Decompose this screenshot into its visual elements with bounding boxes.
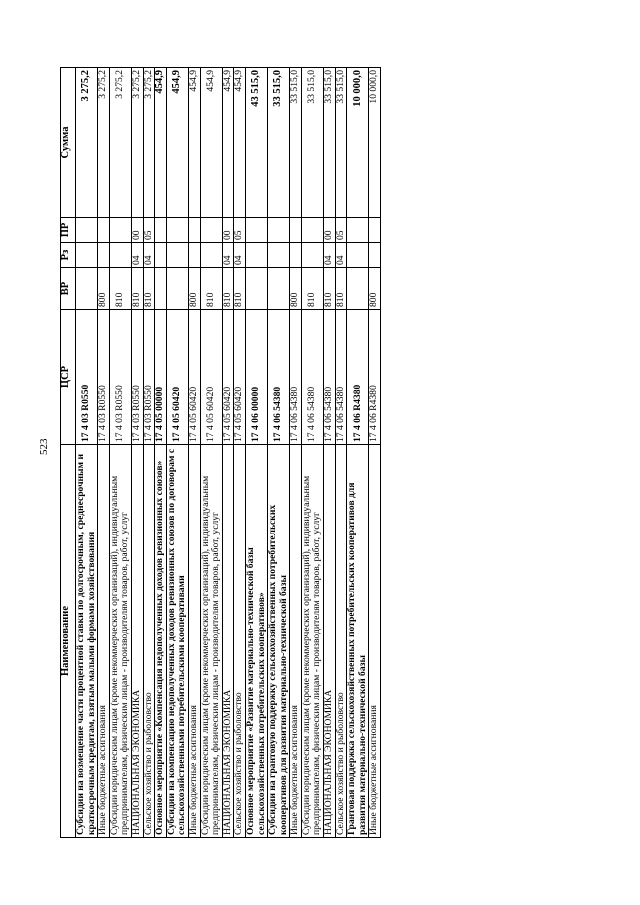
table-row — [335, 68, 347, 838]
cell-rz — [245, 243, 267, 268]
cell-sum: 454,9 — [155, 68, 167, 218]
cell-sum: 33 515,0 — [335, 68, 347, 218]
cell-pr — [200, 218, 222, 243]
cell-rz: 04 — [143, 243, 155, 268]
cell-pr: 05 — [143, 218, 155, 243]
cell-rz — [268, 243, 290, 268]
cell-csr: 17 4 05 60420 — [166, 310, 188, 445]
table-row — [109, 68, 131, 838]
cell-name: НАЦИОНАЛЬНАЯ ЭКОНОМИКА — [222, 445, 234, 838]
cell-name: Основное мероприятие «Компенсация недополученных доходов ревизионных союзов» — [155, 445, 167, 838]
cell-csr: 17 4 05 00000 — [155, 310, 167, 445]
budget-table — [60, 67, 381, 838]
table-row — [324, 68, 336, 838]
cell-name: Субсидии на грантовую поддержку сельскохозяйственных потребительских кооперативов для развития материально-технической базы — [268, 445, 290, 838]
cell-name: Иные бюджетные ассигнования — [369, 445, 381, 838]
cell-name: Иные бюджетные ассигнования — [290, 445, 302, 838]
table-row — [155, 68, 167, 838]
cell-rz: 04 — [324, 243, 336, 268]
table-row — [268, 68, 290, 838]
header-vr: ВР — [61, 268, 76, 310]
cell-pr — [245, 218, 267, 243]
cell-sum: 43 515,0 — [245, 68, 267, 218]
cell-vr — [245, 268, 267, 310]
cell-vr: 810 — [200, 268, 222, 310]
cell-name: НАЦИОНАЛЬНАЯ ЭКОНОМИКА — [131, 445, 143, 838]
cell-rz — [347, 243, 369, 268]
cell-csr: 17 4 05 60420 — [188, 310, 200, 445]
table-row — [76, 68, 98, 838]
cell-sum: 454,9 — [234, 68, 246, 218]
cell-rz — [155, 243, 167, 268]
cell-rz: 04 — [131, 243, 143, 268]
cell-vr — [76, 268, 98, 310]
cell-rz — [301, 243, 323, 268]
cell-name: Субсидии на возмещение части процентной ставки по долгосрочным, среднесрочным и краткосрочным кредитам, взятым малыми формами хозяйствования — [76, 445, 98, 838]
cell-vr: 810 — [324, 268, 336, 310]
cell-pr — [109, 218, 131, 243]
cell-name: Субсидии юридическим лицам (кроме некоммерческих организаций), индивидуальным предпринимателям, физическим лицам - производителям товаров, работ, услуг — [200, 445, 222, 838]
cell-sum: 454,9 — [200, 68, 222, 218]
cell-name: Грантовая поддержка сельскохозяйственных потребительских кооперативов для развития материально-технической базы — [347, 445, 369, 838]
cell-sum: 3 275,2 — [109, 68, 131, 218]
cell-csr: 17 4 06 R4380 — [347, 310, 369, 445]
cell-sum: 3 275,2 — [76, 68, 98, 218]
cell-name: Сельское хозяйство и рыболовство — [335, 445, 347, 838]
cell-pr: 05 — [234, 218, 246, 243]
table-row — [98, 68, 110, 838]
cell-sum: 10 000,0 — [369, 68, 381, 218]
cell-csr: 17 4 03 R0550 — [131, 310, 143, 445]
table-row — [290, 68, 302, 838]
header-sum: Сумма — [61, 68, 76, 218]
cell-name: Субсидии на компенсацию недополученных доходов ревизионных союзов по договорам с сельскохозяйственными потребительскими кооперативами — [166, 445, 188, 838]
cell-csr: 17 4 06 R4380 — [369, 310, 381, 445]
cell-sum: 3 275,2 — [131, 68, 143, 218]
cell-vr: 800 — [290, 268, 302, 310]
table-row — [234, 68, 246, 838]
cell-pr — [188, 218, 200, 243]
cell-pr — [301, 218, 323, 243]
cell-vr: 800 — [369, 268, 381, 310]
table-row — [200, 68, 222, 838]
cell-vr: 810 — [301, 268, 323, 310]
cell-sum: 454,9 — [166, 68, 188, 218]
cell-name: Сельское хозяйство и рыболовство — [234, 445, 246, 838]
table-row — [188, 68, 200, 838]
cell-vr: 810 — [222, 268, 234, 310]
table-header-row — [61, 68, 76, 838]
cell-rz — [76, 243, 98, 268]
cell-csr: 17 4 06 54380 — [301, 310, 323, 445]
cell-csr: 17 4 03 R0550 — [143, 310, 155, 445]
cell-vr — [347, 268, 369, 310]
page-number: 523 — [38, 438, 50, 455]
cell-csr: 17 4 05 60420 — [234, 310, 246, 445]
cell-rz: 04 — [222, 243, 234, 268]
header-pr: ПР — [61, 218, 76, 243]
cell-csr: 17 4 06 54380 — [335, 310, 347, 445]
cell-vr: 800 — [98, 268, 110, 310]
cell-vr: 810 — [335, 268, 347, 310]
cell-vr — [166, 268, 188, 310]
table-row — [347, 68, 369, 838]
table-row — [369, 68, 381, 838]
cell-vr — [155, 268, 167, 310]
budget-table-container — [60, 68, 381, 838]
table-row — [131, 68, 143, 838]
cell-pr — [76, 218, 98, 243]
cell-name: Иные бюджетные ассигнования — [188, 445, 200, 838]
cell-vr: 810 — [109, 268, 131, 310]
cell-pr — [155, 218, 167, 243]
cell-pr: 00 — [324, 218, 336, 243]
cell-sum: 10 000,0 — [347, 68, 369, 218]
cell-vr — [268, 268, 290, 310]
cell-vr: 800 — [188, 268, 200, 310]
cell-pr — [98, 218, 110, 243]
cell-vr: 810 — [143, 268, 155, 310]
cell-sum: 3 275,2 — [143, 68, 155, 218]
table-body — [76, 68, 381, 838]
cell-name: Основное мероприятие «Развитие материально-технической базы сельскохозяйственных потребительских кооперативов» — [245, 445, 267, 838]
table-row — [301, 68, 323, 838]
header-name: Наименование — [61, 445, 76, 838]
cell-csr: 17 4 05 60420 — [222, 310, 234, 445]
header-csr: ЦСР — [61, 310, 76, 445]
cell-sum: 454,9 — [188, 68, 200, 218]
table-row — [166, 68, 188, 838]
cell-name: Иные бюджетные ассигнования — [98, 445, 110, 838]
cell-csr: 17 4 03 R0550 — [76, 310, 98, 445]
cell-pr — [268, 218, 290, 243]
cell-name: Субсидии юридическим лицам (кроме некоммерческих организаций), индивидуальным предпринимателям, физическим лицам - производителям товаров, работ, услуг — [301, 445, 323, 838]
cell-rz — [98, 243, 110, 268]
cell-pr — [347, 218, 369, 243]
cell-rz — [188, 243, 200, 268]
cell-name: Сельское хозяйство и рыболовство — [143, 445, 155, 838]
cell-csr: 17 4 06 54380 — [324, 310, 336, 445]
cell-sum: 3 275,2 — [98, 68, 110, 218]
cell-sum: 454,9 — [222, 68, 234, 218]
cell-csr: 17 4 06 54380 — [268, 310, 290, 445]
cell-rz — [369, 243, 381, 268]
cell-sum: 33 515,0 — [301, 68, 323, 218]
header-rz: Рз — [61, 243, 76, 268]
cell-pr: 05 — [335, 218, 347, 243]
cell-pr: 00 — [131, 218, 143, 243]
cell-rz — [200, 243, 222, 268]
cell-sum: 33 515,0 — [324, 68, 336, 218]
cell-csr: 17 4 06 54380 — [290, 310, 302, 445]
cell-name: Субсидии юридическим лицам (кроме некоммерческих организаций), индивидуальным предпринимателям, физическим лицам - производителям товаров, работ, услуг — [109, 445, 131, 838]
cell-pr — [290, 218, 302, 243]
cell-csr: 17 4 03 R0550 — [109, 310, 131, 445]
cell-vr: 810 — [131, 268, 143, 310]
cell-sum: 33 515,0 — [290, 68, 302, 218]
cell-rz — [109, 243, 131, 268]
cell-rz: 04 — [335, 243, 347, 268]
cell-rz — [290, 243, 302, 268]
cell-sum: 33 515,0 — [268, 68, 290, 218]
cell-csr: 17 4 03 R0550 — [98, 310, 110, 445]
table-row — [245, 68, 267, 838]
cell-name: НАЦИОНАЛЬНАЯ ЭКОНОМИКА — [324, 445, 336, 838]
table-row — [222, 68, 234, 838]
cell-csr: 17 4 05 60420 — [200, 310, 222, 445]
cell-pr — [166, 218, 188, 243]
table-row — [143, 68, 155, 838]
cell-csr: 17 4 06 00000 — [245, 310, 267, 445]
cell-vr: 810 — [234, 268, 246, 310]
cell-pr — [369, 218, 381, 243]
cell-rz — [166, 243, 188, 268]
cell-rz: 04 — [234, 243, 246, 268]
cell-pr: 00 — [222, 218, 234, 243]
